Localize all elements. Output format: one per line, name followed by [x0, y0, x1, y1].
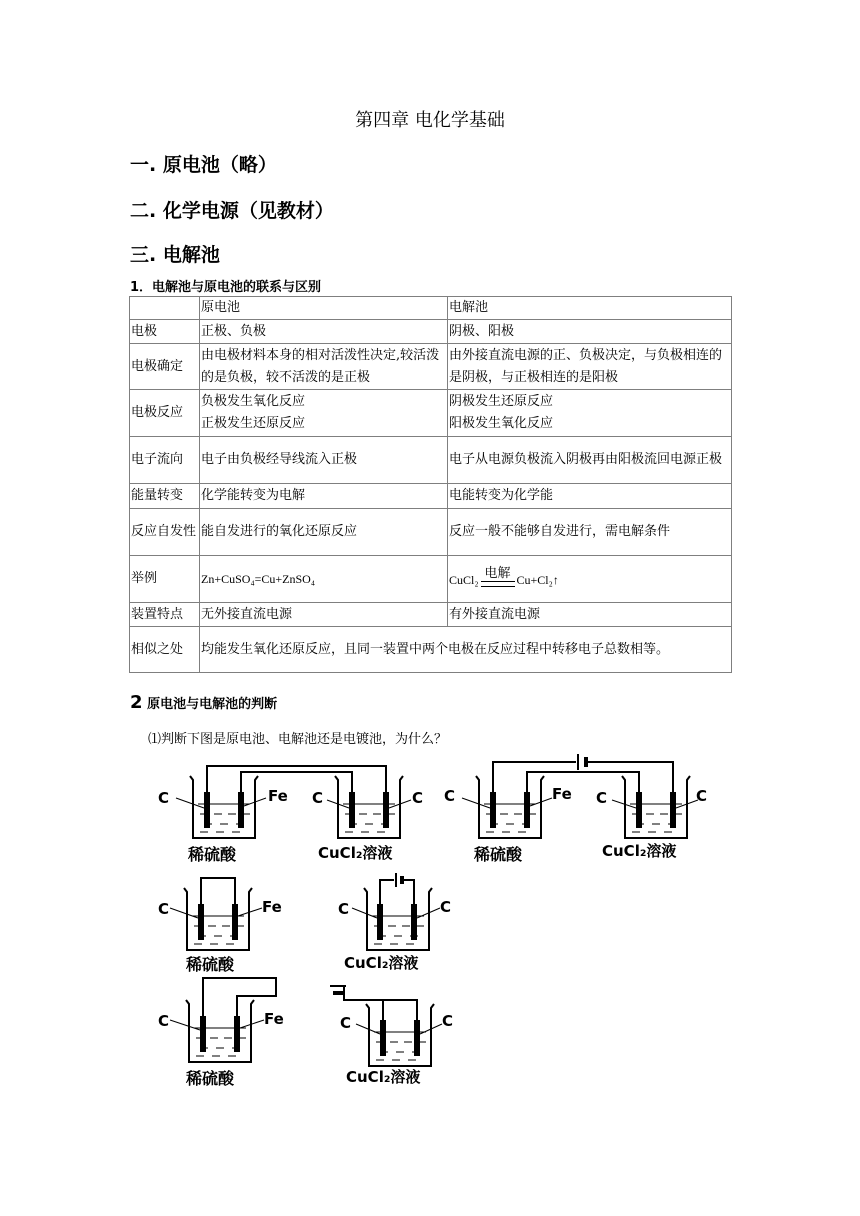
electrode-label: C — [696, 787, 708, 805]
electrode-label: C — [340, 1014, 352, 1032]
solution-label: CuCl₂溶液 — [602, 842, 677, 860]
table-cell: 由电极材料本身的相对活泼性决定,较活泼的是负极，较不活泼的是正极 — [200, 344, 448, 390]
row-label: 电极 — [130, 320, 200, 344]
electrode-label: Fe — [262, 898, 282, 916]
row-label: 相似之处 — [130, 627, 200, 673]
solution-label: CuCl₂溶液 — [344, 954, 419, 972]
row-label: 能量转变 — [130, 484, 200, 509]
cell-line: 正极发生还原反应 — [201, 416, 306, 431]
equation-reactant: CuCl₂ — [449, 572, 479, 587]
table-cell: 反应一般不能够自发进行，需电解条件 — [448, 509, 732, 556]
table-cell: 均能发生氧化还原反应，且同一装置中两个电极在反应过程中转移电子总数相等。 — [200, 627, 732, 673]
table-cell: 正极、负极 — [200, 320, 448, 344]
solution-label: 稀硫酸 — [186, 1069, 235, 1088]
electrode-label: C — [440, 898, 452, 916]
table-cell: 能自发进行的氧化还原反应 — [200, 509, 448, 556]
solution-label: 稀硫酸 — [186, 955, 235, 974]
table-cell: 有外接直流电源 — [448, 603, 732, 627]
subsection-heading-1: 1．电解池与原电池的联系与区别 — [130, 280, 322, 295]
cell-diagram-2 — [444, 754, 707, 864]
table-cell: 电子由负极经导线流入正极 — [200, 437, 448, 484]
table-header-electrolytic: 电解池 — [448, 297, 732, 320]
equation-condition: 电解 — [484, 565, 511, 581]
cell-diagram-4 — [338, 873, 451, 972]
electrode-label: C — [158, 900, 170, 918]
table-header-galvanic: 原电池 — [200, 297, 448, 320]
cell-line: 阳极发生氧化反应 — [449, 416, 554, 431]
row-label: 电极确定 — [130, 344, 200, 390]
table-cell: 电能转变为化学能 — [448, 484, 732, 509]
electrode-label: C — [158, 1012, 170, 1030]
row-label: 反应自发性 — [130, 509, 200, 556]
table-cell: 阴极、阳极 — [448, 320, 732, 344]
row-label: 电极反应 — [130, 390, 200, 437]
electrode-label: Fe — [264, 1010, 284, 1028]
electrode-label: Fe — [552, 785, 572, 803]
table-cell: 电子从电源负极流入阴极再由阳极流回电源正极 — [448, 437, 732, 484]
subsection-number: 2 — [130, 692, 143, 713]
table-cell: 由外接直流电源的正、负极决定，与负极相连的是阴极，与正极相连的是阳极 — [448, 344, 732, 390]
electrode-label: C — [158, 789, 170, 807]
equation-product: Cu+Cl₂↑ — [516, 572, 559, 587]
solution-label: CuCl₂溶液 — [346, 1068, 421, 1086]
section-heading-1: 一. 原电池（略） — [130, 154, 277, 176]
electrode-label: C — [442, 1012, 454, 1030]
row-label: 装置特点 — [130, 603, 200, 627]
electrode-label: C — [338, 900, 350, 918]
cell-diagram-1 — [158, 766, 423, 864]
electrode-label: C — [596, 789, 608, 807]
cell-line: 阴极发生还原反应 — [449, 394, 554, 409]
cell-line: 负极发生氧化反应 — [201, 394, 306, 409]
table-cell: 无外接直流电源 — [200, 603, 448, 627]
electrode-label: C — [312, 789, 324, 807]
question-text: ⑴判断下图是原电池、电解池还是电镀池，为什么？ — [148, 732, 448, 747]
electrode-label: Fe — [268, 787, 288, 805]
cell-diagram-3 — [158, 878, 282, 974]
cell-diagram-6 — [330, 986, 453, 1086]
solution-label: 稀硫酸 — [188, 845, 237, 864]
solution-label: 稀硫酸 — [474, 845, 523, 864]
solution-label: CuCl₂溶液 — [318, 844, 393, 862]
section-heading-3: 三. 电解池 — [130, 244, 220, 266]
row-label: 举例 — [130, 556, 200, 603]
equation-galvanic: Zn+CuSO₄=Cu+ZnSO₄ — [200, 556, 448, 603]
row-label: 电子流向 — [130, 437, 200, 484]
page-title: 第四章 电化学基础 — [355, 110, 505, 131]
table-cell: 化学能转变为电解 — [200, 484, 448, 509]
electrode-label: C — [444, 787, 456, 805]
cell-diagram-5 — [158, 978, 284, 1088]
subsection-title: 原电池与电解池的判断 — [147, 697, 278, 712]
electrode-label: C — [412, 789, 424, 807]
section-heading-2: 二. 化学电源（见教材） — [130, 200, 334, 222]
